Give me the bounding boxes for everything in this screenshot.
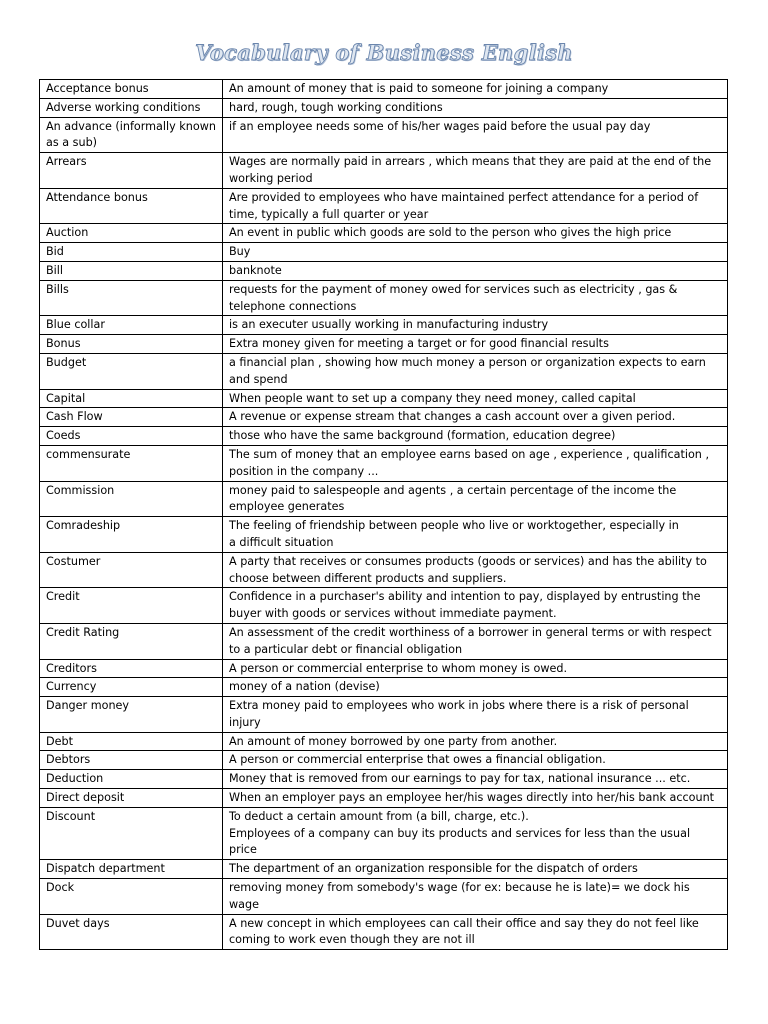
- term-cell: Arrears: [40, 153, 223, 189]
- term-cell: Debt: [40, 732, 223, 751]
- table-row: [40, 389, 728, 408]
- definition-cell: Money that is removed from our earnings to pay for tax, national insurance ... etc.: [223, 770, 728, 789]
- definition-cell: Extra money given for meeting a target or for good financial results: [223, 335, 728, 354]
- table-row: [40, 860, 728, 879]
- definition-cell: money paid to salespeople and agents , a certain percentage of the income the employee generates: [223, 481, 728, 517]
- term-cell: Coeds: [40, 427, 223, 446]
- term-cell: Commission: [40, 481, 223, 517]
- term-cell: Credit Rating: [40, 623, 223, 659]
- term-cell: Direct deposit: [40, 789, 223, 808]
- term-cell: Discount: [40, 807, 223, 859]
- table-row: [40, 879, 728, 915]
- table-row: [40, 316, 728, 335]
- definition-cell: To deduct a certain amount from (a bill, charge, etc.). Employees of a company can buy its products and services for less than the usual price: [223, 807, 728, 859]
- term-cell: Bid: [40, 243, 223, 262]
- table-row: [40, 732, 728, 751]
- table-row: [40, 789, 728, 808]
- term-cell: Bonus: [40, 335, 223, 354]
- term-cell: Danger money: [40, 697, 223, 733]
- term-cell: Attendance bonus: [40, 188, 223, 224]
- table-row: [40, 188, 728, 224]
- term-cell: Dispatch department: [40, 860, 223, 879]
- term-cell: Comradeship: [40, 517, 223, 553]
- term-cell: Deduction: [40, 770, 223, 789]
- table-row: [40, 335, 728, 354]
- term-cell: Dock: [40, 879, 223, 915]
- definition-cell: The feeling of friendship between people who live or worktogether, especially in a difficult situation: [223, 517, 728, 553]
- definition-cell: a financial plan , showing how much money a person or organization expects to earn and spend: [223, 353, 728, 389]
- definition-cell: The sum of money that an employee earns based on age , experience , qualification , position in the company ...: [223, 445, 728, 481]
- term-cell: Debtors: [40, 751, 223, 770]
- table-row: [40, 678, 728, 697]
- term-cell: Creditors: [40, 659, 223, 678]
- term-cell: Blue collar: [40, 316, 223, 335]
- table-row: [40, 588, 728, 624]
- table-row: [40, 80, 728, 99]
- table-row: [40, 445, 728, 481]
- term-cell: Cash Flow: [40, 408, 223, 427]
- definition-cell: Buy: [223, 243, 728, 262]
- definition-cell: An event in public which goods are sold to the person who gives the high price: [223, 224, 728, 243]
- definition-cell: Confidence in a purchaser's ability and intention to pay, displayed by entrusting the buyer with goods or services without immediate payment.: [223, 588, 728, 624]
- table-row: [40, 98, 728, 117]
- definition-cell: An amount of money borrowed by one party from another.: [223, 732, 728, 751]
- definition-cell: A person or commercial enterprise to whom money is owed.: [223, 659, 728, 678]
- table-row: [40, 807, 728, 859]
- definition-cell: An amount of money that is paid to someone for joining a company: [223, 80, 728, 99]
- definition-cell: is an executer usually working in manufacturing industry: [223, 316, 728, 335]
- definition-cell: A new concept in which employees can call their office and say they do not feel like coming to work even though they are not ill: [223, 914, 728, 950]
- table-row: [40, 353, 728, 389]
- definition-cell: Are provided to employees who have maintained perfect attendance for a period of time, typically a full quarter or year: [223, 188, 728, 224]
- table-row: [40, 770, 728, 789]
- table-row: [40, 659, 728, 678]
- term-cell: Bills: [40, 280, 223, 316]
- definition-cell: if an employee needs some of his/her wages paid before the usual pay day: [223, 117, 728, 153]
- term-cell: Acceptance bonus: [40, 80, 223, 99]
- table-row: [40, 261, 728, 280]
- vocabulary-table: [39, 79, 728, 950]
- term-cell: Auction: [40, 224, 223, 243]
- term-cell: Credit: [40, 588, 223, 624]
- term-cell: An advance (informally known as a sub): [40, 117, 223, 153]
- definition-cell: A revenue or expense stream that changes a cash account over a given period.: [223, 408, 728, 427]
- page-title: Vocabulary of Business English: [195, 40, 573, 65]
- term-cell: Duvet days: [40, 914, 223, 950]
- term-cell: Adverse working conditions: [40, 98, 223, 117]
- definition-cell: requests for the payment of money owed for services such as electricity , gas & telephone connections: [223, 280, 728, 316]
- definition-cell: When people want to set up a company they need money, called capital: [223, 389, 728, 408]
- term-cell: Budget: [40, 353, 223, 389]
- table-row: [40, 517, 728, 553]
- definition-cell: Wages are normally paid in arrears , which means that they are paid at the end of the working period: [223, 153, 728, 189]
- table-row: [40, 481, 728, 517]
- definition-cell: hard, rough, tough working conditions: [223, 98, 728, 117]
- table-row: [40, 697, 728, 733]
- table-row: [40, 117, 728, 153]
- vocabulary-table-body: [40, 80, 728, 950]
- definition-cell: money of a nation (devise): [223, 678, 728, 697]
- definition-cell: banknote: [223, 261, 728, 280]
- table-row: [40, 623, 728, 659]
- definition-cell: When an employer pays an employee her/his wages directly into her/his bank account: [223, 789, 728, 808]
- definition-cell: removing money from somebody's wage (for ex: because he is late)= we dock his wage: [223, 879, 728, 915]
- table-row: [40, 408, 728, 427]
- table-row: [40, 751, 728, 770]
- definition-cell: those who have the same background (formation, education degree): [223, 427, 728, 446]
- table-row: [40, 153, 728, 189]
- table-row: [40, 280, 728, 316]
- table-row: [40, 243, 728, 262]
- term-cell: Costumer: [40, 552, 223, 588]
- definition-cell: Extra money paid to employees who work in jobs where there is a risk of personal injury: [223, 697, 728, 733]
- definition-cell: A person or commercial enterprise that owes a financial obligation.: [223, 751, 728, 770]
- term-cell: commensurate: [40, 445, 223, 481]
- term-cell: Currency: [40, 678, 223, 697]
- definition-cell: The department of an organization responsible for the dispatch of orders: [223, 860, 728, 879]
- definition-cell: A party that receives or consumes products (goods or services) and has the ability to choose between different products and suppliers.: [223, 552, 728, 588]
- table-row: [40, 427, 728, 446]
- term-cell: Capital: [40, 389, 223, 408]
- table-row: [40, 914, 728, 950]
- table-row: [40, 224, 728, 243]
- definition-cell: An assessment of the credit worthiness of a borrower in general terms or with respect to a particular debt or financial obligation: [223, 623, 728, 659]
- term-cell: Bill: [40, 261, 223, 280]
- table-row: [40, 552, 728, 588]
